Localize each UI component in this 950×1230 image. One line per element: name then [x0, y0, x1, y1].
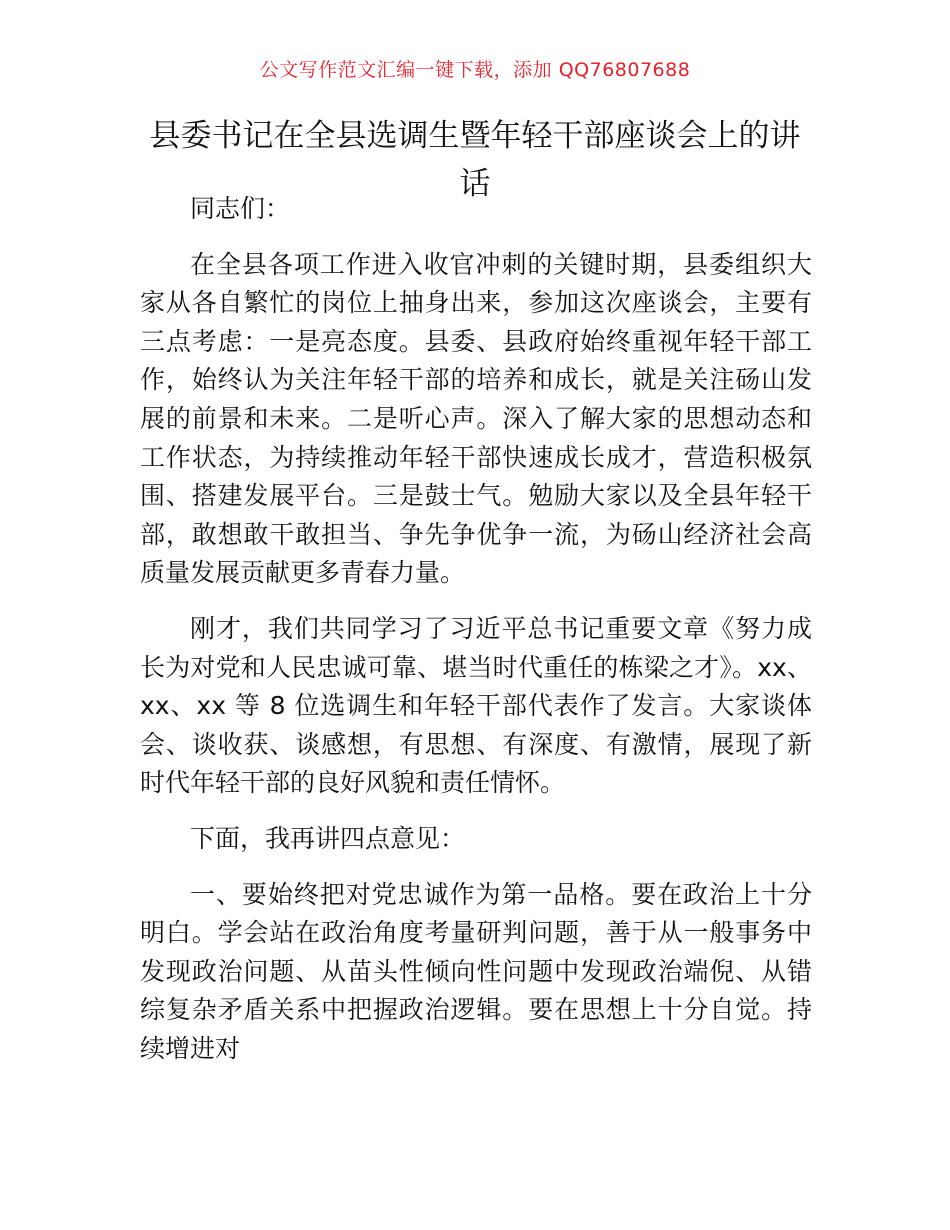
paragraph: 下面，我再讲四点意见：	[190, 823, 466, 853]
paragraph: 一、要始终把对党忠诚作为第一品格。要在政治上十分明白。学会站在政治角度考量研判问题，善于从一般事务中发现政治问题、从苗头性倾向性问题中发现政治端倪、从错综复杂矛盾关系中把握政治逻辑。要在思想上十分自觉。持续增进对	[140, 879, 812, 1063]
document-body	[140, 190, 812, 1085]
page-title: 县委书记在全县选调生暨年轻干部座谈会上的讲话	[149, 118, 801, 202]
download-banner: 公文写作范文汇编一键下载，添加 QQ76807688	[259, 59, 691, 81]
paragraph: 刚才，我们共同学习了习近平总书记重要文章《努力成长为对党和人民忠诚可靠、堪当时代重任的栋梁之才》。xx、xx、xx 等 8 位选调生和年轻干部代表作了发言。大家谈体会、谈收获、谈感想，有思想、有深度、有激情，展现了新时代年轻干部的良好风貌和责任情怀。	[140, 613, 812, 798]
salutation: 同志们：	[190, 194, 291, 223]
paragraph: 在全县各项工作进入收官冲刺的关键时期，县委组织大家从各自繁忙的岗位上抽身出来，参加这次座谈会，主要有三点考虑：一是亮态度。县委、县政府始终重视年轻干部工作，始终认为关注年轻干部的培养和成长，就是关注砀山发展的前景和未来。二是听心声。深入了解大家的思想动态和工作状态，为持续推动年轻干部快速成长成才，营造积极氛围、搭建发展平台。三是鼓士气。勉励大家以及全县年轻干部，敢想敢干敢担当、争先争优争一流，为砀山经济社会高质量发展贡献更多青春力量。	[140, 249, 812, 588]
